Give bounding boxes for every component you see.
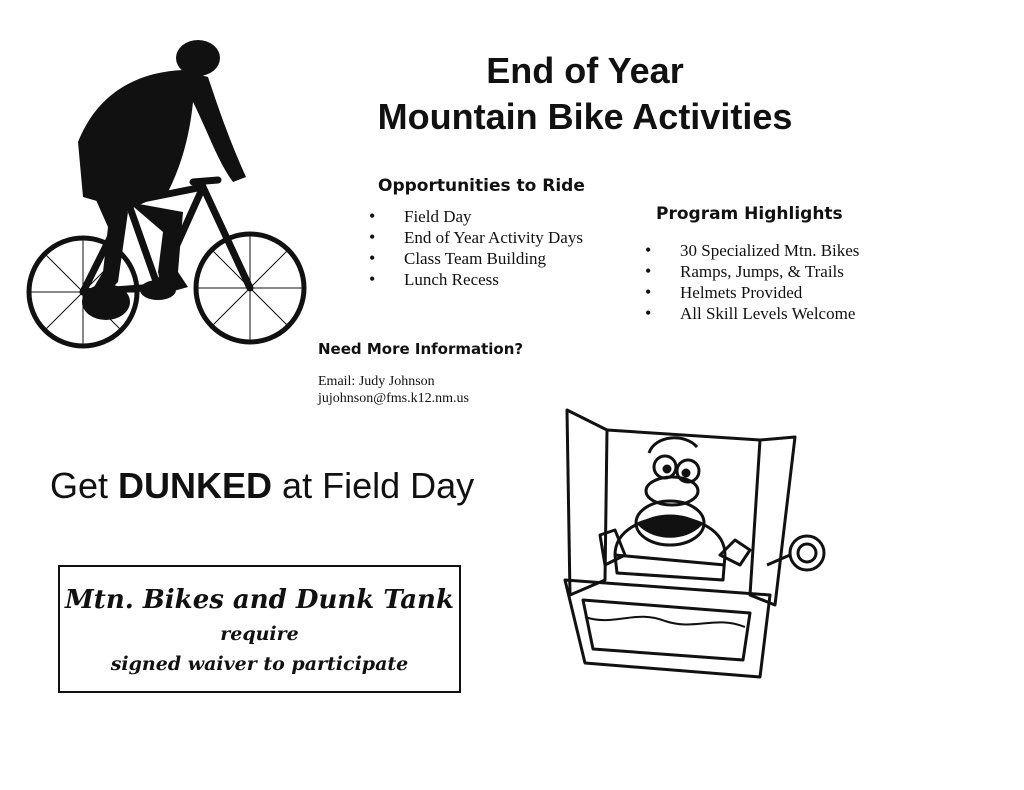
dunk-tank-illustration — [545, 405, 845, 690]
waiver-line-1: Mtn. Bikes and Dunk Tank — [65, 585, 454, 615]
list-item: • All Skill Levels Welcome — [645, 303, 859, 324]
list-item: • 30 Specialized Mtn. Bikes — [645, 240, 859, 261]
waiver-line-3: signed waiver to participate — [110, 653, 409, 675]
list-item: • Class Team Building — [369, 248, 583, 269]
dunk-bold: DUNKED — [118, 465, 273, 506]
waiver-line-2: require — [220, 623, 299, 645]
info-heading: Need More Information? — [318, 340, 524, 358]
list-item: • Helmets Provided — [645, 282, 859, 303]
waiver-box — [58, 565, 461, 693]
list-item: • End of Year Activity Days — [369, 227, 583, 248]
dunk-heading — [50, 465, 474, 507]
highlights-heading: Program Highlights — [656, 204, 843, 224]
dunk-prefix: Get — [50, 465, 119, 506]
title-line-2: Mountain Bike Activities — [377, 96, 793, 137]
info-email-line: Email: Judy Johnson — [318, 374, 435, 389]
highlights-list — [645, 240, 859, 324]
title-line-1: End of Year — [486, 50, 684, 91]
opportunities-heading: Opportunities to Ride — [378, 176, 585, 196]
list-item: • Lunch Recess — [369, 269, 583, 290]
cyclist-illustration — [18, 32, 310, 382]
list-item: • Ramps, Jumps, & Trails — [645, 261, 859, 282]
info-email-address[interactable]: jujohnson@fms.k12.nm.us — [318, 391, 469, 406]
dunk-suffix: at Field Day — [272, 465, 475, 506]
opportunities-list — [369, 206, 583, 290]
list-item: • Field Day — [369, 206, 583, 227]
